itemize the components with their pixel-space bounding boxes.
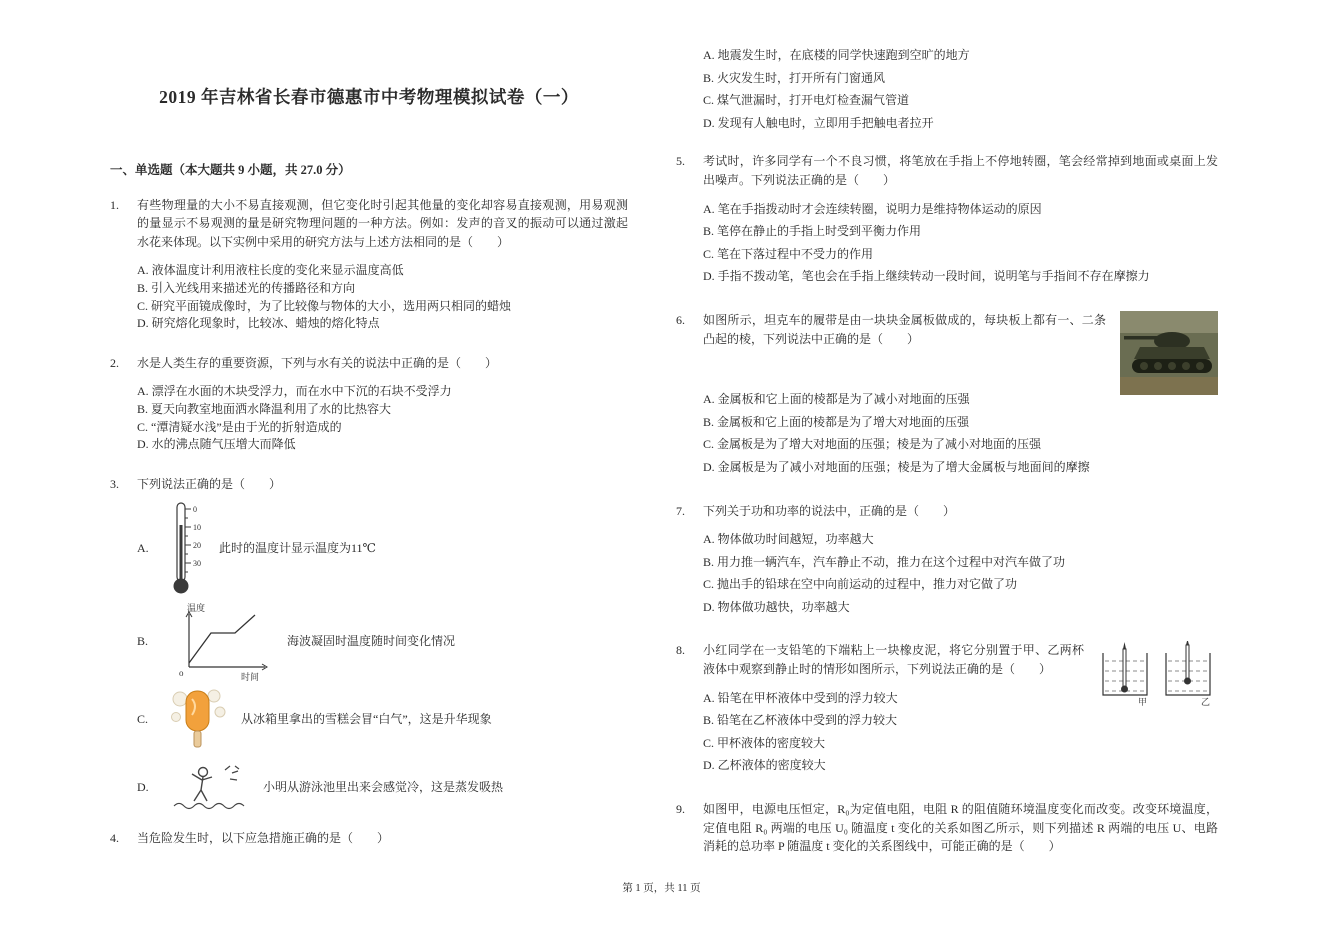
question-2 [110, 354, 628, 454]
option-letter: D. [137, 780, 149, 795]
question-2-stem: 水是人类生存的重要资源，下列与水有关的说法中正确的是（ ） [137, 355, 498, 370]
question-9-number: 9. [676, 802, 685, 817]
option [137, 687, 628, 751]
question-5-number: 5. [676, 154, 685, 169]
option: D. 发现有人触电时，立即用手把触电者拉开 [703, 115, 934, 130]
option: A. 金属板和它上面的棱都是为了减小对地面的压强 [703, 392, 970, 407]
svg-text:时间: 时间 [241, 672, 260, 682]
popsicle-figure [169, 687, 227, 751]
option: A. 地震发生时，在底楼的同学快速跑到空旷的地方 [703, 48, 970, 62]
option-caption: 此时的温度计显示温度为11℃ [219, 541, 376, 556]
option: C. 金属板是为了增大对地面的压强；棱是为了减小对地面的压强 [703, 437, 1042, 452]
option: A. 笔在手指拨动时才会连续转圈，说明力是维持物体运动的原因 [703, 201, 1042, 216]
question-3-stem: 下列说法正确的是（ ） [137, 476, 282, 491]
page-footer: 第 1 页，共 11 页 [622, 882, 701, 894]
question-3 [110, 475, 628, 814]
option: B. 金属板和它上面的棱都是为了增大对地面的压强 [703, 414, 970, 429]
option: B. 用力推一辆汽车，汽车静止不动，推力在这个过程中对汽车做了功 [703, 554, 1066, 569]
question-7-options [703, 530, 1218, 616]
option: B. 铅笔在乙杯液体中受到的浮力较大 [703, 713, 898, 728]
question-6-options [703, 390, 1218, 476]
svg-text:甲: 甲 [1138, 697, 1148, 708]
option-caption: 从冰箱里拿出的雪糕会冒“白气”，这是升华现象 [241, 712, 492, 727]
option: D. 金属板是为了减小对地面的压强；棱是为了增大金属板与地面间的摩擦 [703, 459, 1090, 474]
option: A. 物体做功时间越短，功率越大 [703, 532, 874, 547]
thermometer-figure [169, 501, 205, 595]
question-8-number: 8. [676, 643, 685, 658]
option-letter: A. [137, 541, 149, 556]
option-letter: C. [137, 712, 149, 727]
question-9 [676, 800, 1218, 856]
option: A. 液体温度计利用液柱长度的变化来显示温度高低 [137, 263, 404, 278]
question-1-number: 1. [110, 197, 119, 212]
option: D. 手指不拨动笔，笔也会在手指上继续转动一段时间，说明笔与手指间不存在摩擦力 [703, 269, 1150, 284]
question-8-stem: 小红同学在一支铅笔的下端粘上一块橡皮泥，将它分别置于甲、乙两杯液体中观察到静止时的情形如图所示，下列说法正确的是（ ） [703, 643, 1084, 677]
question-5 [676, 152, 1218, 290]
option: B. 笔停在静止的手指上时受到平衡力作用 [703, 224, 922, 239]
option: B. 火灾发生时，打开所有门窗通风 [703, 70, 886, 85]
svg-text:o: o [179, 668, 184, 679]
question-1 [110, 196, 628, 333]
option [137, 761, 628, 813]
svg-text:30: 30 [193, 559, 201, 569]
option: A. 铅笔在甲杯液体中受到的浮力较大 [703, 690, 898, 705]
right-column [676, 46, 1218, 856]
option: A. 漂浮在水面的木块受浮力，而在水中下沉的石块不受浮力 [137, 384, 452, 399]
swimmer-figure [169, 761, 249, 813]
svg-text:0: 0 [193, 505, 197, 515]
svg-text:温度: 温度 [187, 603, 206, 614]
question-7-stem: 下列关于功和功率的说法中，正确的是（ ） [703, 503, 956, 518]
option: C. 研究平面镜成像时，为了比较像与物体的大小，选用两只相同的蜡烛 [137, 298, 512, 313]
question-5-stem: 考试时，许多同学有一个不良习惯，将笔放在手指上不停地转圈，笔会经常掉到地面或桌面上发出噪声。下列说法正确的是（ ） [703, 154, 1218, 187]
question-1-stem: 有些物理量的大小不易直接观测，但它变化时引起其他量的变化却容易直接观测，用易观测的量显示不易观测的量是研究物理问题的一种方法。例如：发声的音叉的振动可以通过激起水花来体现。以下实例中采用的研究方法与上述方法相同的是（ ） [137, 197, 628, 249]
option: D. 研究熔化现象时，比较冰、蜡烛的熔化特点 [137, 316, 380, 331]
question-8 [676, 641, 1218, 779]
question-2-options [137, 383, 628, 454]
question-5-options [703, 200, 1218, 286]
question-6 [676, 311, 1218, 481]
beakers-figure [1098, 641, 1218, 707]
question-4-stem: 当危险发生时，以下应急措施正确的是（ ） [137, 831, 390, 846]
tank-photo [1120, 311, 1218, 395]
question-6-stem: 如图所示，坦克车的履带是由一块块金属板做成的，每块板上都有一、二条凸起的棱，下列说法中正确的是（ ） [703, 312, 1106, 346]
svg-text:乙: 乙 [1201, 697, 1211, 708]
question-7-number: 7. [676, 503, 685, 518]
option: D. 乙杯液体的密度较大 [703, 758, 826, 773]
option: C. 笔在下落过程中不受力的作用 [703, 246, 874, 261]
option: B. 夏天向教室地面洒水降温利用了水的比热容大 [137, 402, 392, 416]
svg-text:10: 10 [193, 523, 201, 533]
option-letter: B. [137, 634, 149, 649]
exam-title: 2019 年吉林省长春市德惠市中考物理模拟试卷（一） [159, 87, 579, 107]
question-4-number: 4. [110, 831, 119, 846]
option: C. 甲杯液体的密度较大 [703, 735, 826, 750]
option [137, 601, 628, 681]
section-header: 一、单选题（本大题共 9 小题，共 27.0 分） [110, 163, 351, 178]
question-3-number: 3. [110, 476, 119, 491]
question-4 [110, 829, 628, 848]
question-9-stem: 如图甲，电源电压恒定，R₀为定值电阻，电阻 R 的阻值随环境温度变化而改变。改变环境温度，定值电阻 R₀ 两端的电压 U₀ 随温度 t 变化的关系如图乙所示，则下列描述 R 两端的电压 U、电路消耗的总功率 P 随温度 t 变化的关系图线中，可能正确的是（ ） [703, 802, 1218, 854]
option: D. 物体做功越快，功率越大 [703, 599, 850, 614]
question-4-options [703, 46, 1218, 132]
cooling-curve-figure [169, 601, 273, 681]
option: B. 引入光线用来描述光的传播路径和方向 [137, 280, 356, 295]
question-7 [676, 502, 1218, 621]
option-caption: 海波凝固时温度随时间变化情况 [287, 634, 456, 649]
question-1-options [137, 262, 628, 333]
question-2-number: 2. [110, 355, 119, 370]
option: C. 抛出手的铅球在空中向前运动的过程中，推力对它做了功 [703, 577, 1018, 592]
option-caption: 小明从游泳池里出来会感觉冷，这是蒸发吸热 [263, 780, 504, 795]
option: D. 水的沸点随气压增大而降低 [137, 437, 296, 452]
option: C. “潭清疑水浅”是由于光的折射造成的 [137, 419, 342, 434]
question-3-options [137, 501, 628, 813]
option [137, 501, 628, 595]
question-6-number: 6. [676, 312, 685, 327]
svg-text:20: 20 [193, 541, 201, 551]
option: C. 煤气泄漏时，打开电灯检查漏气管道 [703, 93, 910, 108]
left-column [110, 84, 628, 848]
